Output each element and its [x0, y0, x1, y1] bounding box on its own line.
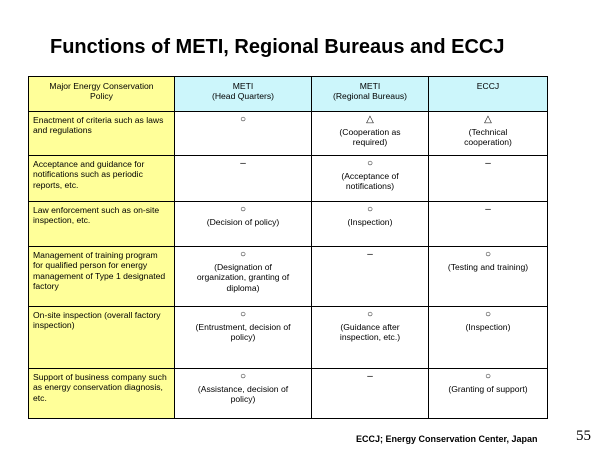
header-meti-hq [175, 77, 312, 112]
header-policy [29, 77, 175, 112]
role-cell [175, 247, 312, 307]
footer-text: ECCJ; Energy Conservation Center, Japan [356, 434, 538, 444]
circle-mark-icon: ○ [366, 204, 374, 215]
role-note: (Guidance after [340, 322, 400, 332]
header-eccj [429, 77, 548, 112]
role-note: (Assistance, decision of [197, 384, 289, 394]
role-cell [429, 247, 548, 307]
role-cell [429, 202, 548, 247]
role-note: notifications) [345, 181, 395, 192]
header-meti-regional [312, 77, 429, 112]
role-cell [312, 202, 429, 247]
role-note: (Acceptance of [341, 171, 399, 181]
circle-mark-icon: ○ [484, 249, 492, 260]
table-row [29, 247, 548, 307]
dash-mark-icon: – [485, 204, 491, 215]
role-note: organization, granting of [196, 272, 290, 283]
table-row [29, 112, 548, 156]
header-line: METI [232, 81, 254, 91]
triangle-mark-icon: △ [366, 114, 374, 125]
circle-mark-icon: ○ [239, 309, 247, 320]
role-note: required) [352, 137, 388, 148]
circle-mark-icon: ○ [239, 204, 247, 215]
role-note: (Inspection) [347, 217, 393, 227]
role-cell [312, 247, 429, 307]
role-note: (Entrustment, decision of [195, 322, 291, 332]
role-note: policy) [230, 394, 256, 405]
header-row [29, 77, 548, 112]
role-cell [312, 112, 429, 156]
circle-mark-icon: ○ [484, 309, 492, 320]
role-cell [175, 202, 312, 247]
role-note: (Designation of [214, 262, 272, 272]
role-note: (Decision of policy) [206, 217, 280, 227]
role-cell [175, 156, 312, 202]
table-row [29, 156, 548, 202]
role-cell [175, 369, 312, 419]
header-line: (Regional Bureaus) [332, 91, 408, 102]
header-policy-line: Policy [90, 91, 113, 102]
slide-title: Functions of METI, Regional Bureaus and ECCJ [50, 36, 505, 58]
header-line: METI [359, 81, 381, 91]
role-note: cooperation) [464, 137, 512, 148]
dash-mark-icon: – [240, 158, 246, 169]
header-line: (Head Quarters) [211, 91, 275, 102]
functions-table [28, 76, 548, 419]
dash-mark-icon: – [485, 158, 491, 169]
dash-mark-icon: – [367, 371, 373, 382]
role-note: (Technical [468, 127, 508, 137]
role-cell [175, 307, 312, 369]
policy-cell: Management of training program for qualified person for energy management of Type 1 designated factory [29, 247, 175, 307]
header-line: ECCJ [476, 81, 500, 91]
circle-mark-icon: ○ [239, 371, 247, 382]
role-cell [429, 156, 548, 202]
role-cell [429, 307, 548, 369]
role-cell [429, 369, 548, 419]
role-note: inspection, etc.) [339, 332, 401, 343]
role-cell [312, 369, 429, 419]
role-note: (Inspection) [465, 322, 511, 332]
policy-cell: Support of business company such as energy conservation diagnosis, etc. [29, 369, 175, 419]
policy-cell: Acceptance and guidance for notifications such as periodic reports, etc. [29, 156, 175, 202]
role-cell [312, 156, 429, 202]
role-cell [312, 307, 429, 369]
policy-cell: Enactment of criteria such as laws and regulations [29, 112, 175, 156]
role-note: (Granting of support) [448, 384, 528, 394]
circle-mark-icon: ○ [239, 114, 247, 125]
triangle-mark-icon: △ [484, 114, 492, 125]
role-note: (Cooperation as [339, 127, 401, 137]
table-row [29, 307, 548, 369]
role-note: (Testing and training) [447, 262, 529, 272]
circle-mark-icon: ○ [366, 158, 374, 169]
role-note: policy) [230, 332, 256, 343]
role-cell [175, 112, 312, 156]
header-policy-line: Major Energy Conservation [49, 81, 154, 91]
table-row [29, 202, 548, 247]
policy-cell: Law enforcement such as on-site inspection, etc. [29, 202, 175, 247]
dash-mark-icon: – [367, 249, 373, 260]
table-row [29, 369, 548, 419]
circle-mark-icon: ○ [239, 249, 247, 260]
circle-mark-icon: ○ [484, 371, 492, 382]
circle-mark-icon: ○ [366, 309, 374, 320]
role-note: diploma) [226, 282, 260, 293]
page-number: 55 [576, 428, 591, 444]
role-cell [429, 112, 548, 156]
policy-cell: On-site inspection (overall factory inspection) [29, 307, 175, 369]
